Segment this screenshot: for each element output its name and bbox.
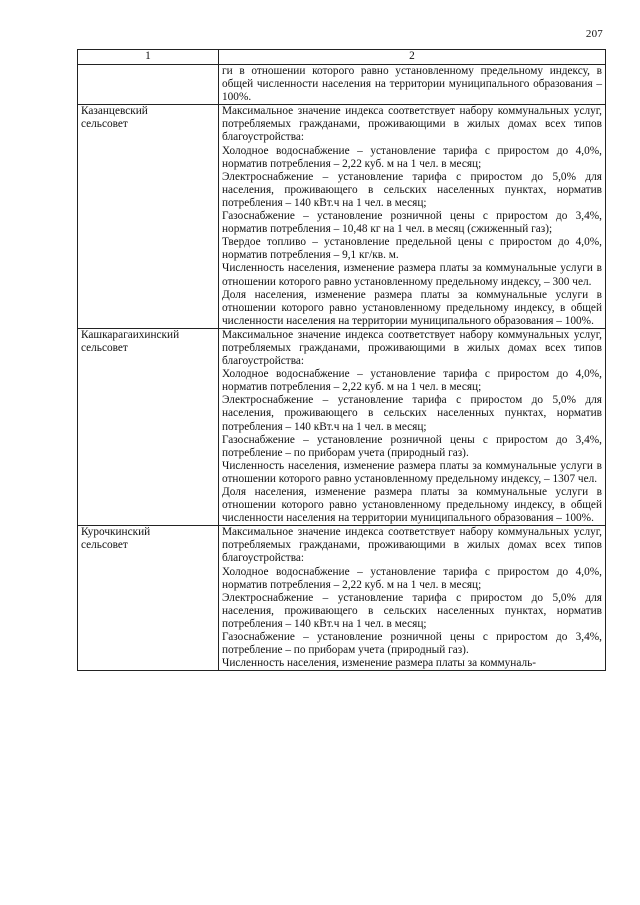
municipality-name-line: Кашкарагаихинский	[81, 328, 180, 341]
municipality-name-line: Казанцевский	[81, 105, 148, 118]
table-header-row	[78, 50, 606, 65]
municipality-name-line: сельсовет	[81, 539, 128, 552]
index-description-cell	[219, 526, 606, 671]
table-row	[78, 328, 606, 525]
column-header-2: 2	[219, 50, 606, 65]
description-paragraph: Холодное водоснабжение – установление тарифа с приростом до 4,0%, норматив потребления – 2,22 куб. м на 1 чел. в месяц;	[222, 144, 602, 170]
description-paragraph: Газоснабжение – установление розничной цены с приростом до 3,4%, потребление – по приборам учета (природный газ).	[222, 631, 602, 657]
municipality-name-line: Курочкинский	[81, 526, 151, 539]
description-paragraph: ги в отношении которого равно установленному предельному индексу, в общей численности населения на территории муниципального образования – 100%.	[222, 65, 602, 104]
table-body	[78, 65, 606, 671]
description-paragraph: Максимальное значение индекса соответствует набору коммунальных услуг, потребляемых гражданами, проживающими в жилых домах всех типов благоустройства:	[222, 328, 602, 368]
municipality-name-cell	[78, 526, 219, 671]
index-description-cell	[219, 65, 606, 105]
description-paragraph: Электроснабжение – установление тарифа с приростом до 5,0% для населения, проживающего в сельских населенных пунктах, норматив потребления – 140 кВт.ч на 1 чел. в месяц;	[222, 591, 602, 630]
description-paragraph: Твердое топливо – установление предельной цены с приростом до 4,0%, норматив потребления – 9,1 кг/кв. м.	[222, 236, 602, 262]
description-paragraph: Газоснабжение – установление розничной цены с приростом до 3,4%, потребление – по приборам учета (природный газ).	[222, 433, 602, 459]
description-paragraph: Доля населения, изменение размера платы за коммунальные услуги в отношении которого равно установленному предельному индексу, в общей численности населения на территории муниципального образования – 100%.	[222, 288, 602, 327]
description-paragraph: Электроснабжение – установление тарифа с приростом до 5,0% для населения, проживающего в сельских населенных пунктах, норматив потребления – 140 кВт.ч на 1 чел. в месяц;	[222, 170, 602, 209]
description-paragraph: Численность населения, изменение размера платы за коммунальные услуги в отношении которого равно установленному предельному индексу, – 300 чел.	[222, 262, 602, 288]
municipality-name-cell	[78, 65, 219, 105]
description-paragraph: Численность населения, изменение размера платы за коммунальные услуги в отношении которого равно установленному предельному индексу, – 1307 чел.	[222, 459, 602, 485]
index-description-cell	[219, 328, 606, 525]
description-paragraph: Доля населения, изменение размера платы за коммунальные услуги в отношении которого равно установленному предельному индексу, в общей численности населения на территории муниципального образования – 100%.	[222, 486, 602, 525]
table-row	[78, 526, 606, 671]
column-header-1: 1	[78, 50, 219, 65]
description-paragraph: Газоснабжение – установление розничной цены с приростом до 3,4%, норматив потребления – 10,48 кг на 1 чел. в месяц (сжиженный газ);	[222, 210, 602, 236]
description-paragraph: Численность населения, изменение размера платы за коммуналь-	[222, 657, 536, 670]
table-row	[78, 65, 606, 105]
municipality-name-cell	[78, 105, 219, 329]
description-paragraph: Холодное водоснабжение – установление тарифа с приростом до 4,0%, норматив потребления – 2,22 куб. м на 1 чел. в месяц;	[222, 368, 602, 394]
description-paragraph: Холодное водоснабжение – установление тарифа с приростом до 4,0%, норматив потребления – 2,22 куб. м на 1 чел. в месяц;	[222, 565, 602, 591]
description-paragraph: Электроснабжение – установление тарифа с приростом до 5,0% для населения, проживающего в сельских населенных пунктах, норматив потребления – 140 кВт.ч на 1 чел. в месяц;	[222, 394, 602, 433]
page-number: 207	[585, 28, 603, 40]
municipality-name-line: сельсовет	[81, 341, 128, 354]
municipality-name-cell	[78, 328, 219, 525]
utilities-index-table	[77, 49, 606, 671]
description-paragraph: Максимальное значение индекса соответствует набору коммунальных услуг, потребляемых гражданами, проживающими в жилых домах всех типов благоустройства:	[222, 526, 602, 565]
municipality-name-line: сельсовет	[81, 118, 128, 131]
table-row	[78, 105, 606, 329]
index-description-cell	[219, 105, 606, 329]
description-paragraph: Максимальное значение индекса соответствует набору коммунальных услуг, потребляемых гражданами, проживающими в жилых домах всех типов благоустройства:	[222, 105, 602, 144]
